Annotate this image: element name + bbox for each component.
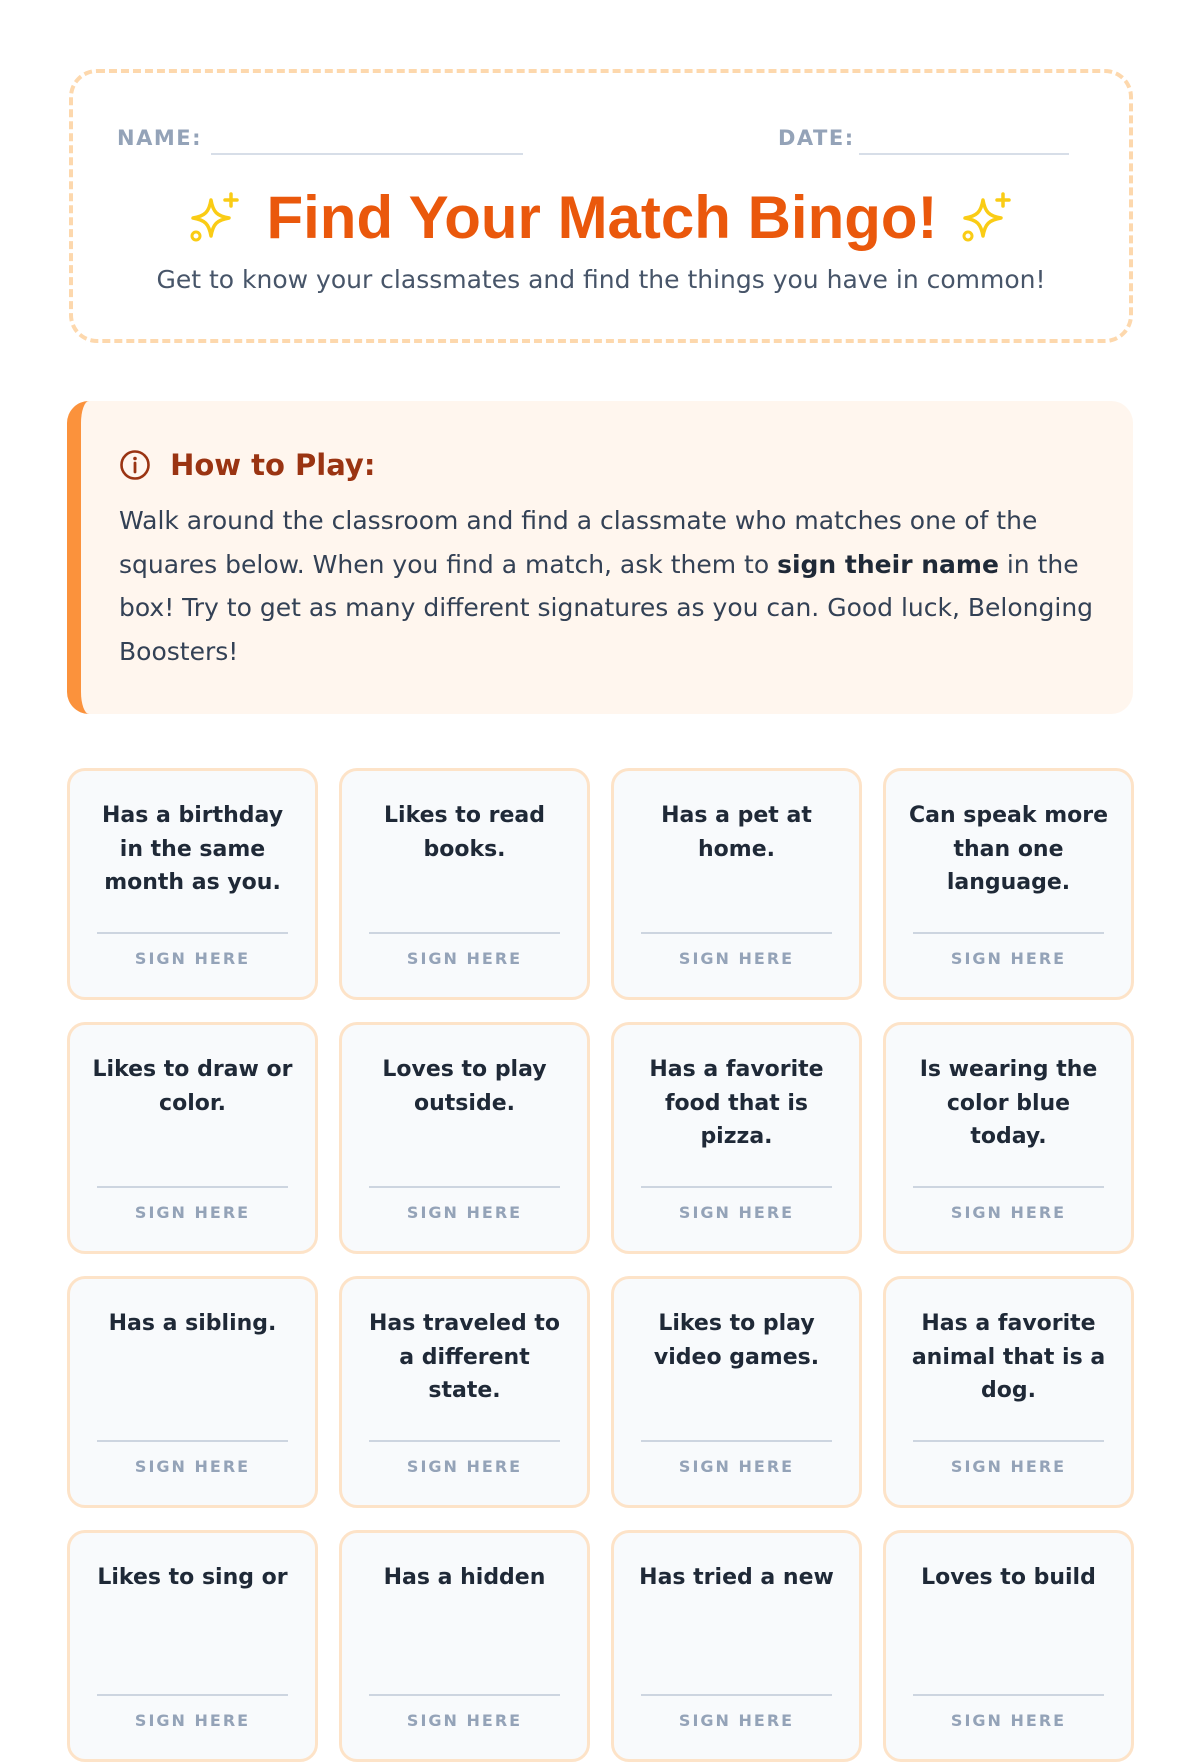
bingo-prompt: Has traveled to a different state.	[369, 1311, 560, 1403]
bingo-prompt: Has a hidden	[383, 1565, 546, 1590]
sign-here-label: SIGN HERE	[678, 1711, 795, 1730]
page-title: Find Your Match Bingo!	[266, 184, 938, 251]
sign-here-label: SIGN HERE	[950, 1711, 1067, 1730]
bingo-square[interactable]	[611, 768, 862, 1000]
signature-line[interactable]	[641, 932, 832, 934]
date-label: DATE:	[778, 126, 855, 150]
signature-line[interactable]	[97, 1186, 288, 1188]
sign-here-label: SIGN HERE	[406, 1203, 523, 1222]
bingo-prompt: Has a favorite animal that is a dog.	[911, 1311, 1106, 1403]
signature-line[interactable]	[641, 1694, 832, 1696]
instructions-emphasis: sign their name	[777, 549, 999, 579]
name-date-row	[117, 123, 1085, 157]
sparkles-icon	[961, 192, 1013, 244]
bingo-square[interactable]	[611, 1530, 862, 1762]
bingo-square[interactable]	[67, 1276, 318, 1508]
name-label: NAME:	[117, 126, 202, 150]
signature-line[interactable]	[913, 932, 1104, 934]
bingo-prompt: Loves to play outside.	[382, 1057, 547, 1116]
bingo-prompt: Has a sibling.	[108, 1311, 277, 1336]
sign-here-label: SIGN HERE	[134, 949, 251, 968]
sign-here-label: SIGN HERE	[678, 1457, 795, 1476]
bingo-prompt: Has a favorite food that is pizza.	[649, 1057, 824, 1149]
signature-line[interactable]	[913, 1440, 1104, 1442]
bingo-square[interactable]	[883, 768, 1134, 1000]
signature-line[interactable]	[97, 1440, 288, 1442]
sign-here-label: SIGN HERE	[406, 1711, 523, 1730]
bingo-grid	[67, 768, 1133, 1762]
signature-line[interactable]	[641, 1186, 832, 1188]
bingo-prompt: Has a birthday in the same month as you.	[101, 803, 284, 895]
sparkles-icon	[189, 192, 241, 244]
instructions-text-end: in the box! Try to get as many different signatures as you can. Good luck, Belonging Boosters!	[119, 549, 1094, 666]
bingo-prompt: Has a pet at home.	[661, 803, 812, 862]
sign-here-label: SIGN HERE	[950, 1457, 1067, 1476]
sign-here-label: SIGN HERE	[678, 1203, 795, 1222]
bingo-square[interactable]	[611, 1276, 862, 1508]
bingo-square[interactable]	[67, 1530, 318, 1762]
bingo-square[interactable]	[67, 768, 318, 1000]
bingo-square[interactable]	[883, 1022, 1134, 1254]
how-to-play-panel	[67, 401, 1133, 714]
sign-here-label: SIGN HERE	[406, 1457, 523, 1476]
bingo-square[interactable]	[67, 1022, 318, 1254]
date-field[interactable]	[859, 153, 1069, 155]
bingo-square[interactable]	[339, 1276, 590, 1508]
bingo-prompt: Likes to sing or	[97, 1565, 288, 1590]
sign-here-label: SIGN HERE	[406, 949, 523, 968]
name-field[interactable]	[211, 153, 523, 155]
sign-here-label: SIGN HERE	[950, 949, 1067, 968]
signature-line[interactable]	[369, 932, 560, 934]
bingo-prompt: Loves to build	[921, 1565, 1096, 1590]
sign-here-label: SIGN HERE	[134, 1711, 251, 1730]
bingo-prompt: Likes to read books.	[384, 803, 545, 862]
signature-line[interactable]	[97, 1694, 288, 1696]
sign-here-label: SIGN HERE	[134, 1457, 251, 1476]
sign-here-label: SIGN HERE	[678, 949, 795, 968]
sign-here-label: SIGN HERE	[950, 1203, 1067, 1222]
bingo-prompt: Has tried a new	[639, 1565, 834, 1590]
how-to-play-instructions	[119, 499, 1099, 673]
how-to-play-heading	[119, 447, 375, 483]
signature-line[interactable]	[369, 1440, 560, 1442]
signature-line[interactable]	[369, 1694, 560, 1696]
bingo-square[interactable]	[883, 1276, 1134, 1508]
bingo-square[interactable]	[611, 1022, 862, 1254]
instructions-text: Walk around the classroom and find a classmate who matches one of the squares below. When you find a match, ask them to	[119, 506, 1038, 579]
bingo-square[interactable]	[339, 1022, 590, 1254]
signature-line[interactable]	[913, 1186, 1104, 1188]
signature-line[interactable]	[369, 1186, 560, 1188]
bingo-square[interactable]	[339, 1530, 590, 1762]
how-to-play-title: How to Play:	[170, 448, 376, 482]
signature-line[interactable]	[97, 932, 288, 934]
info-icon	[119, 449, 151, 481]
page-subtitle: Get to know your classmates and find the things you have in common!	[156, 265, 1046, 294]
bingo-prompt: Likes to draw or color.	[92, 1057, 293, 1116]
title-row	[73, 181, 1129, 255]
worksheet-header	[69, 69, 1133, 343]
bingo-prompt: Can speak more than one language.	[908, 803, 1109, 895]
signature-line[interactable]	[913, 1694, 1104, 1696]
bingo-square[interactable]	[883, 1530, 1134, 1762]
sign-here-label: SIGN HERE	[134, 1203, 251, 1222]
bingo-prompt: Is wearing the color blue today.	[919, 1057, 1098, 1149]
signature-line[interactable]	[641, 1440, 832, 1442]
bingo-square[interactable]	[339, 768, 590, 1000]
bingo-prompt: Likes to play video games.	[653, 1311, 820, 1370]
